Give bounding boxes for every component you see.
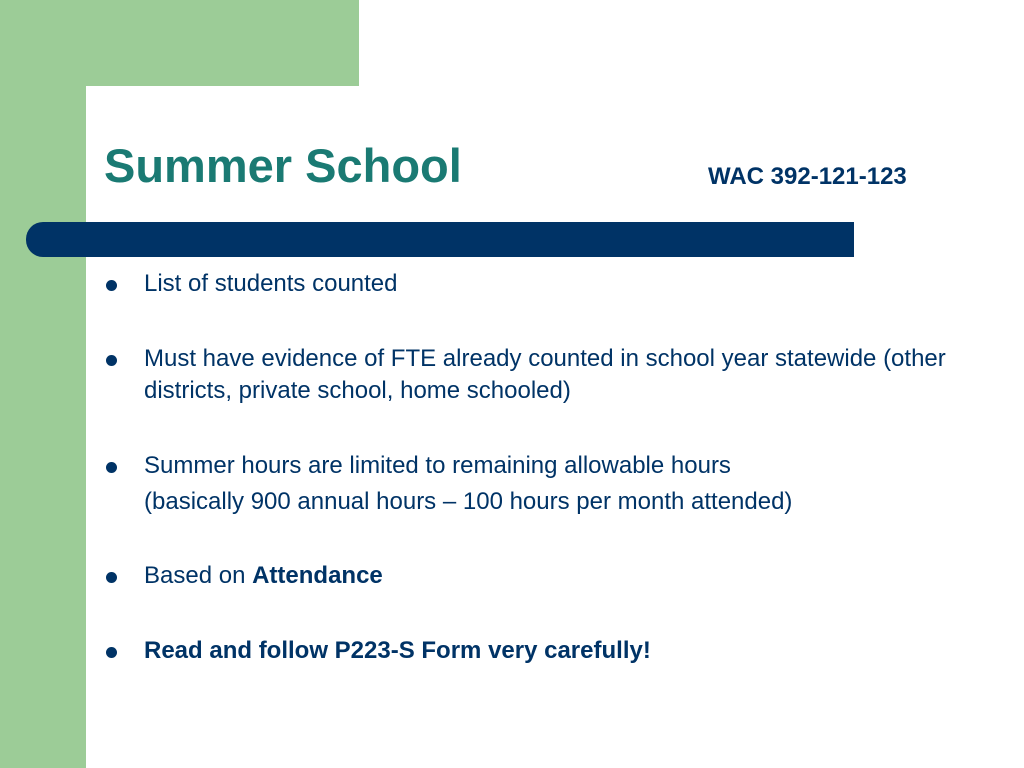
bullet-item (104, 635, 964, 667)
bullet-dot-icon (106, 280, 117, 291)
bullet-text-emphasis: Attendance (252, 562, 383, 589)
top-green-block (0, 0, 359, 86)
bullet-item (104, 343, 964, 407)
bullet-text: Must have evidence of FTE already counted in school year statewide (other districts, private school, home schooled) (144, 345, 946, 404)
bullet-text-line2: (basically 900 annual hours – 100 hours per month attended) (144, 488, 793, 515)
left-green-strip (0, 0, 86, 768)
slide-title: Summer School (104, 139, 462, 192)
bullet-dot-icon (106, 462, 117, 473)
bullet-item (104, 450, 964, 518)
bullet-dot-icon (106, 355, 117, 366)
bullet-item (104, 268, 964, 300)
slide-subtitle: WAC 392-121-123 (708, 163, 907, 190)
bullet-text-prefix: Based on (144, 562, 253, 589)
bullet-list (104, 268, 964, 667)
title-underline-bar (26, 222, 854, 257)
bullet-item (104, 560, 964, 592)
bullet-text: List of students counted (144, 270, 398, 297)
bullet-text-emphasis: Read and follow P223-S Form very carefully! (144, 637, 651, 664)
bullet-dot-icon (106, 647, 117, 658)
bullet-text-line1: Summer hours are limited to remaining allowable hours (144, 452, 731, 479)
bullet-dot-icon (106, 572, 117, 583)
